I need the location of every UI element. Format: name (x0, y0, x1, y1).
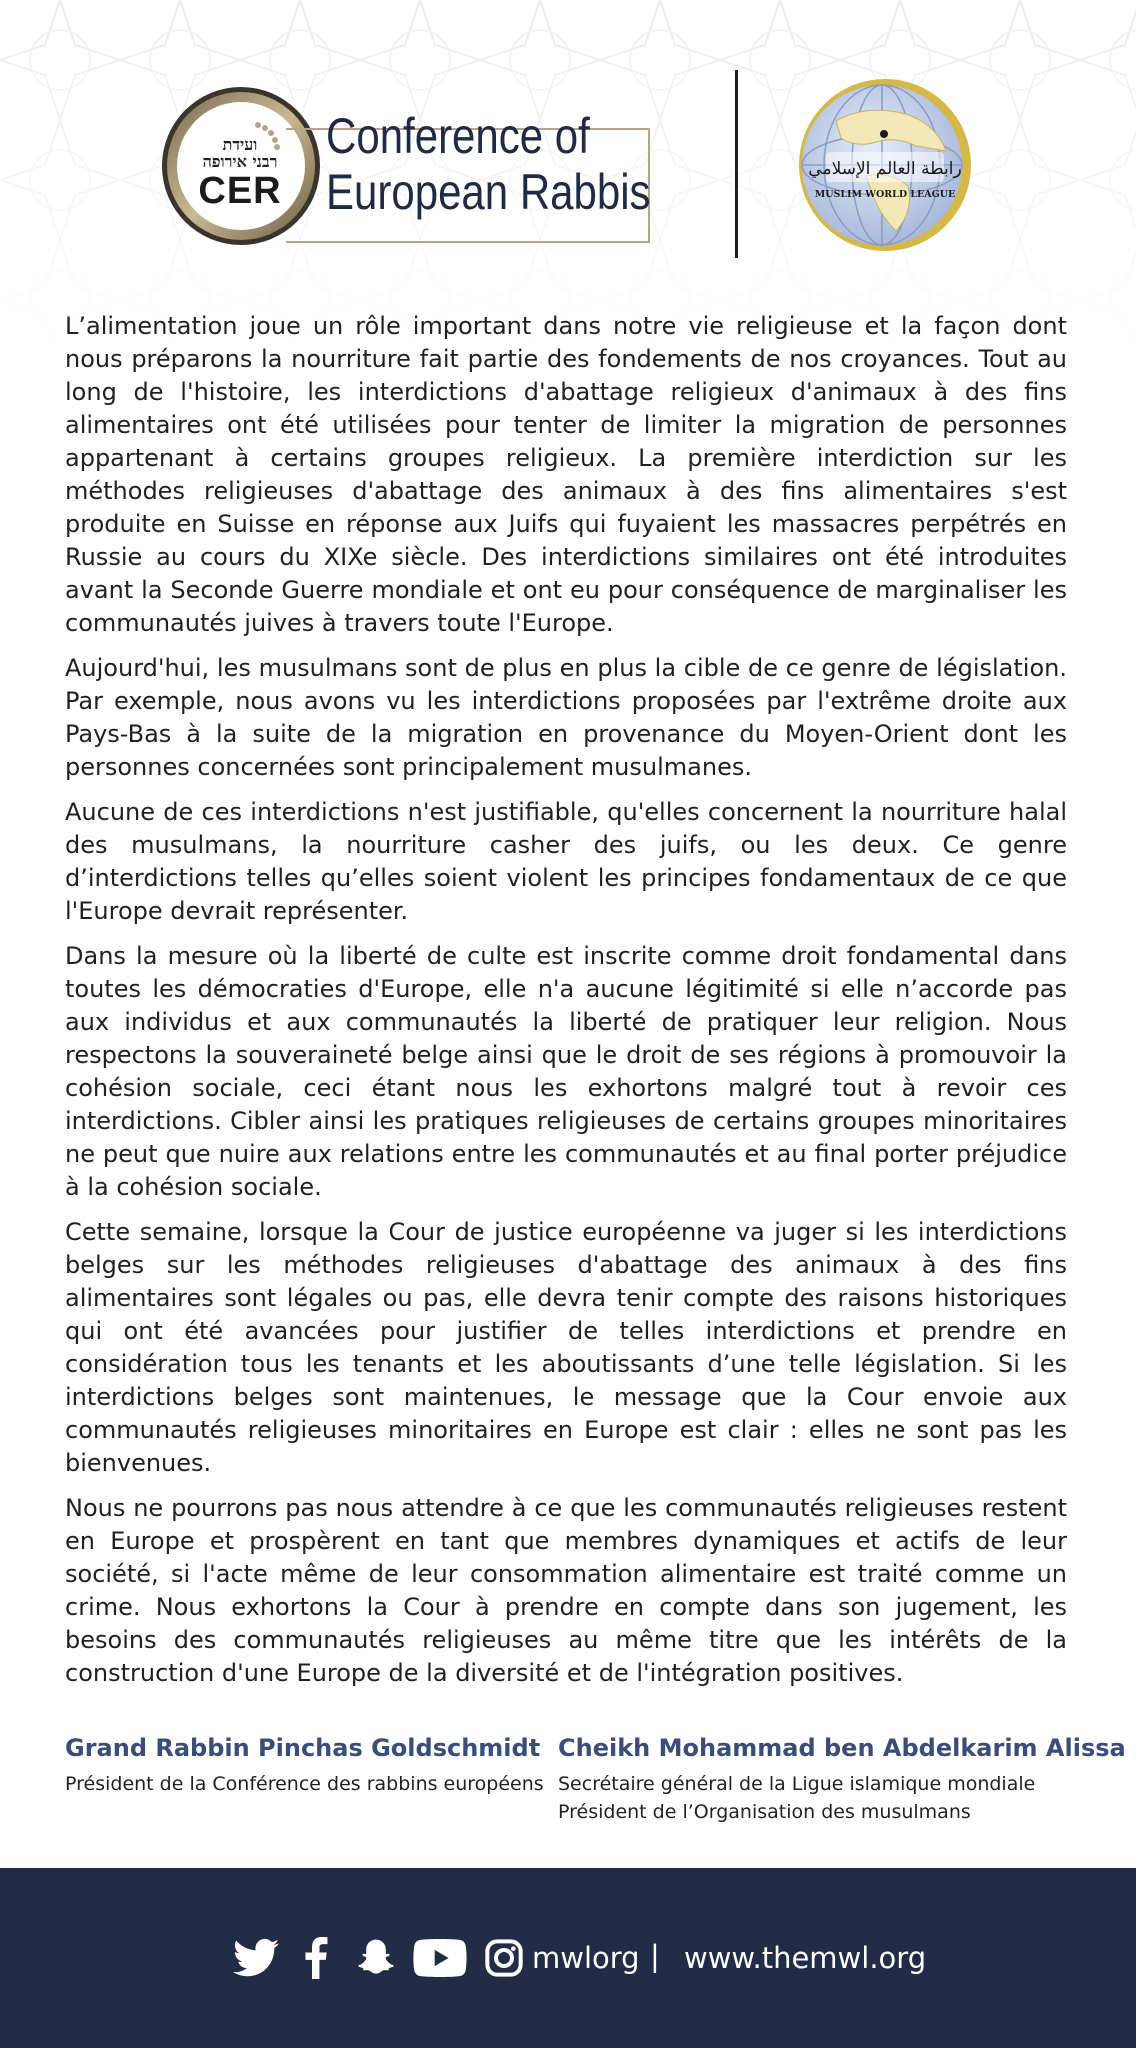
website-link[interactable]: www.themwl.org (684, 1941, 927, 1975)
paragraph: L’alimentation joue un rôle important dans notre vie religieuse et la façon dont nous préparons la nourriture fait partie des fondements de nos croyances. Tout au long de l'histoire, les interdictions d'abattage religieux d'animaux à des fins alimentaires ont été utilisées pour tenter de limiter la migration de personnes appartenant à certains groupes religieux. La première interdiction sur les méthodes religieuses d'abattage des animaux à des fins alimentaires s'est produite en Suisse en réponse aux Juifs qui fuyaient les massacres perpétrés en Russie au cours du XIXe siècle. Des interdictions similaires ont été introduites avant la Seconde Guerre mondiale et ont eu pour conséquence de marginaliser les communautés juives à travers toute l'Europe. (65, 312, 1067, 637)
social-handle[interactable]: mwlorg (532, 1941, 640, 1975)
svg-text:MUSLIM WORLD LEAGUE: MUSLIM WORLD LEAGUE (814, 189, 956, 200)
signatory-name: Grand Rabbin Pinchas Goldschmidt (65, 1734, 541, 1762)
cer-abbreviation: CER (198, 170, 282, 212)
signatory-title: Secrétaire général de la Ligue islamique mondiale Président de l’Organisation des musulmans (558, 1773, 1036, 1823)
social-icons (233, 1934, 527, 1982)
mwl-globe-logo (796, 76, 974, 254)
signature-right (558, 1730, 1126, 1826)
paragraph: Cette semaine, lorsque la Cour de justice européenne va juger si les interdictions belges sur les méthodes religieuses d'abattage des animaux à des fins alimentaires sont légales ou pas, elle devra tenir compte des raisons historiques qui ont été avancées pour justifier de telles interdictions et prendre en considération tous les tenants et les aboutissants d’une telle législation. Si les interdictions belges sont maintenues, le message que la Cour envoie aux communautés religieuses minoritaires en Europe est clair : elles ne sont pas les bienvenues. (65, 1218, 1067, 1477)
footer-separator: | (650, 1939, 660, 1973)
facebook-icon[interactable] (293, 1935, 339, 1981)
letter-body (65, 310, 1067, 1702)
paragraph: Aucune de ces interdictions n'est justifiable, qu'elles concernent la nourriture halal des musulmans, la nourriture casher des juifs, ou les deux. Ce genre d’interdictions telles qu’elles soient violent les principes fondamentaux de ce que l'Europe devrait représenter. (65, 798, 1067, 925)
header-divider (735, 70, 738, 258)
signature-left (65, 1730, 545, 1798)
signatory-title: Président de la Conférence des rabbins européens (65, 1773, 544, 1795)
cer-organization-name: Conference of European Rabbis (326, 108, 651, 220)
paragraph: Nous ne pourrons pas nous attendre à ce que les communautés religieuses restent en Europe et prospèrent en tant que membres dynamiques et actifs de leur société, si l'acte même de leur consommation alimentaire est traité comme un crime. Nous exhortons la Cour à prendre en compte dans son jugement, les besoins des communautés religieuses au même titre que les intérêts de la construction d'une Europe de la diversité et de l'intégration positives. (65, 1494, 1067, 1687)
svg-text:رابطة العالم الإسلامي: رابطة العالم الإسلامي (808, 159, 962, 179)
paragraph: Dans la mesure où la liberté de culte est inscrite comme droit fondamental dans toutes les démocraties d'Europe, elle n'a aucune légitimité si elle n’accorde pas aux individus et aux communautés la liberté de pratiquer leur religion. Nous respectons la souveraineté belge ainsi que le droit de ses régions à promouvoir la cohésion sociale, ceci étant nous les exhortons malgré tout à revoir ces interdictions. Cibler ainsi les pratiques religieuses de certains groupes minoritaires ne peut que nuire aux relations entre les communautés et au final porter préjudice à la cohésion sociale. (65, 942, 1067, 1201)
header (0, 0, 1136, 290)
instagram-icon[interactable] (481, 1935, 527, 1981)
youtube-icon[interactable] (413, 1935, 467, 1981)
signatory-name: Cheikh Mohammad ben Abdelkarim Alissa (558, 1734, 1126, 1762)
paragraph: Aujourd'hui, les musulmans sont de plus en plus la cible de ce genre de législation. Par exemple, nous avons vu les interdictions proposées par l'extrême droite aux Pays-Bas à la suite de la migration en provenance du Moyen-Orient dont les personnes concernées sont principalement musulmanes. (65, 654, 1067, 781)
cer-hebrew-text: ועידת רבני אירופה (202, 135, 278, 171)
snapchat-icon[interactable] (353, 1935, 399, 1981)
twitter-icon[interactable] (233, 1935, 279, 1981)
